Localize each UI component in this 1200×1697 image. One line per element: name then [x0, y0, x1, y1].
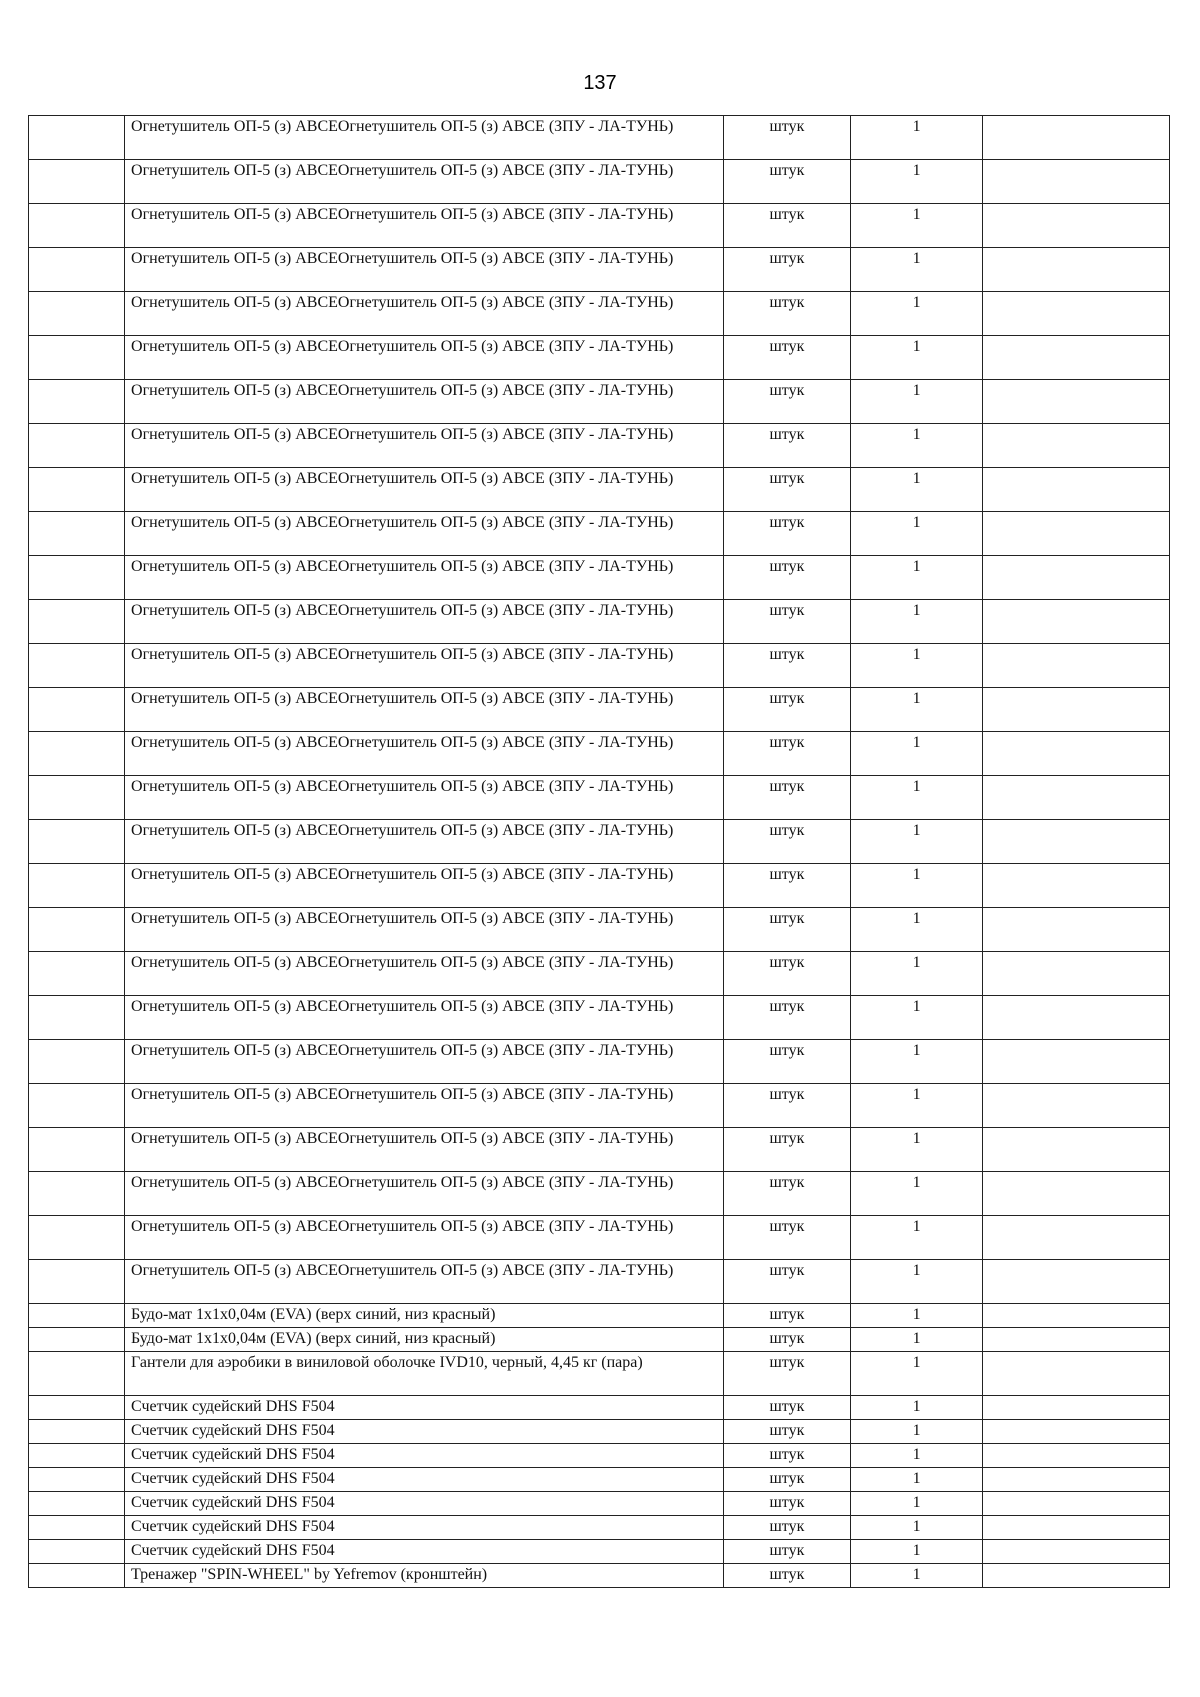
note-cell: [983, 776, 1170, 820]
note-cell: [983, 1564, 1170, 1588]
unit-cell: штук: [723, 468, 851, 512]
table-row: [29, 468, 1170, 512]
item-name-cell: Счетчик судейский DHS F504: [125, 1492, 724, 1516]
item-name-cell: Огнетушитель ОП-5 (з) АВСЕОгнетушитель ОП-5 (з) АВСЕ (ЗПУ - ЛА-ТУНЬ): [125, 160, 724, 204]
row-number-cell: [29, 380, 125, 424]
unit-cell: штук: [723, 204, 851, 248]
quantity-cell: 1: [851, 1516, 983, 1540]
note-cell: [983, 952, 1170, 996]
table-row: [29, 1328, 1170, 1352]
item-name-cell: Огнетушитель ОП-5 (з) АВСЕОгнетушитель ОП-5 (з) АВСЕ (ЗПУ - ЛА-ТУНЬ): [125, 204, 724, 248]
note-cell: [983, 1172, 1170, 1216]
quantity-cell: 1: [851, 468, 983, 512]
unit-cell: штук: [723, 1516, 851, 1540]
quantity-cell: 1: [851, 336, 983, 380]
unit-cell: штук: [723, 1040, 851, 1084]
row-number-cell: [29, 248, 125, 292]
table-row: [29, 776, 1170, 820]
quantity-cell: 1: [851, 1468, 983, 1492]
row-number-cell: [29, 556, 125, 600]
note-cell: [983, 380, 1170, 424]
note-cell: [983, 336, 1170, 380]
item-name-cell: Огнетушитель ОП-5 (з) АВСЕОгнетушитель ОП-5 (з) АВСЕ (ЗПУ - ЛА-ТУНЬ): [125, 292, 724, 336]
unit-cell: штук: [723, 732, 851, 776]
table-row: [29, 1564, 1170, 1588]
quantity-cell: 1: [851, 1172, 983, 1216]
item-name-cell: Огнетушитель ОП-5 (з) АВСЕОгнетушитель ОП-5 (з) АВСЕ (ЗПУ - ЛА-ТУНЬ): [125, 1128, 724, 1172]
unit-cell: штук: [723, 380, 851, 424]
row-number-cell: [29, 1492, 125, 1516]
item-name-cell: Огнетушитель ОП-5 (з) АВСЕОгнетушитель ОП-5 (з) АВСЕ (ЗПУ - ЛА-ТУНЬ): [125, 1084, 724, 1128]
row-number-cell: [29, 1540, 125, 1564]
quantity-cell: 1: [851, 248, 983, 292]
item-name-cell: Огнетушитель ОП-5 (з) АВСЕОгнетушитель ОП-5 (з) АВСЕ (ЗПУ - ЛА-ТУНЬ): [125, 424, 724, 468]
table-row: [29, 336, 1170, 380]
table-row: [29, 688, 1170, 732]
quantity-cell: 1: [851, 1304, 983, 1328]
unit-cell: штук: [723, 1468, 851, 1492]
item-name-cell: Огнетушитель ОП-5 (з) АВСЕОгнетушитель ОП-5 (з) АВСЕ (ЗПУ - ЛА-ТУНЬ): [125, 380, 724, 424]
row-number-cell: [29, 116, 125, 160]
quantity-cell: 1: [851, 512, 983, 556]
item-name-cell: Огнетушитель ОП-5 (з) АВСЕОгнетушитель ОП-5 (з) АВСЕ (ЗПУ - ЛА-ТУНЬ): [125, 1260, 724, 1304]
note-cell: [983, 1352, 1170, 1396]
table-row: [29, 248, 1170, 292]
table-row: [29, 1084, 1170, 1128]
quantity-cell: 1: [851, 864, 983, 908]
quantity-cell: 1: [851, 1352, 983, 1396]
row-number-cell: [29, 688, 125, 732]
item-name-cell: Огнетушитель ОП-5 (з) АВСЕОгнетушитель ОП-5 (з) АВСЕ (ЗПУ - ЛА-ТУНЬ): [125, 600, 724, 644]
table-row: [29, 952, 1170, 996]
unit-cell: штук: [723, 688, 851, 732]
note-cell: [983, 160, 1170, 204]
unit-cell: штук: [723, 1260, 851, 1304]
table-row: [29, 1492, 1170, 1516]
note-cell: [983, 1260, 1170, 1304]
item-name-cell: Огнетушитель ОП-5 (з) АВСЕОгнетушитель ОП-5 (з) АВСЕ (ЗПУ - ЛА-ТУНЬ): [125, 1172, 724, 1216]
unit-cell: штук: [723, 1352, 851, 1396]
quantity-cell: 1: [851, 1540, 983, 1564]
note-cell: [983, 556, 1170, 600]
unit-cell: штук: [723, 292, 851, 336]
table-row: [29, 1216, 1170, 1260]
note-cell: [983, 116, 1170, 160]
row-number-cell: [29, 864, 125, 908]
note-cell: [983, 424, 1170, 468]
row-number-cell: [29, 732, 125, 776]
table-row: [29, 644, 1170, 688]
table-row: [29, 732, 1170, 776]
note-cell: [983, 1328, 1170, 1352]
unit-cell: штук: [723, 776, 851, 820]
unit-cell: штук: [723, 908, 851, 952]
quantity-cell: 1: [851, 908, 983, 952]
table-row: [29, 556, 1170, 600]
note-cell: [983, 512, 1170, 556]
table-row: [29, 1352, 1170, 1396]
row-number-cell: [29, 1420, 125, 1444]
item-name-cell: Тренажер "SPIN-WHEEL" by Yefremov (кронштейн): [125, 1564, 724, 1588]
quantity-cell: 1: [851, 1128, 983, 1172]
unit-cell: штук: [723, 1128, 851, 1172]
unit-cell: штук: [723, 1564, 851, 1588]
unit-cell: штук: [723, 1304, 851, 1328]
row-number-cell: [29, 292, 125, 336]
row-number-cell: [29, 468, 125, 512]
item-name-cell: Огнетушитель ОП-5 (з) АВСЕОгнетушитель ОП-5 (з) АВСЕ (ЗПУ - ЛА-ТУНЬ): [125, 1216, 724, 1260]
item-name-cell: Счетчик судейский DHS F504: [125, 1540, 724, 1564]
unit-cell: штук: [723, 996, 851, 1040]
item-name-cell: Огнетушитель ОП-5 (з) АВСЕОгнетушитель ОП-5 (з) АВСЕ (ЗПУ - ЛА-ТУНЬ): [125, 952, 724, 996]
quantity-cell: 1: [851, 952, 983, 996]
note-cell: [983, 1128, 1170, 1172]
unit-cell: штук: [723, 556, 851, 600]
quantity-cell: 1: [851, 1040, 983, 1084]
table-row: [29, 1040, 1170, 1084]
row-number-cell: [29, 204, 125, 248]
quantity-cell: 1: [851, 1216, 983, 1260]
quantity-cell: 1: [851, 600, 983, 644]
unit-cell: штук: [723, 512, 851, 556]
table-row: [29, 292, 1170, 336]
note-cell: [983, 1468, 1170, 1492]
item-name-cell: Огнетушитель ОП-5 (з) АВСЕОгнетушитель ОП-5 (з) АВСЕ (ЗПУ - ЛА-ТУНЬ): [125, 116, 724, 160]
unit-cell: штук: [723, 1540, 851, 1564]
unit-cell: штук: [723, 1396, 851, 1420]
row-number-cell: [29, 1396, 125, 1420]
note-cell: [983, 732, 1170, 776]
item-name-cell: Счетчик судейский DHS F504: [125, 1420, 724, 1444]
table-row: [29, 996, 1170, 1040]
unit-cell: штук: [723, 600, 851, 644]
unit-cell: штук: [723, 1172, 851, 1216]
note-cell: [983, 1420, 1170, 1444]
unit-cell: штук: [723, 160, 851, 204]
unit-cell: штук: [723, 952, 851, 996]
table-row: [29, 1396, 1170, 1420]
unit-cell: штук: [723, 1084, 851, 1128]
note-cell: [983, 1444, 1170, 1468]
quantity-cell: 1: [851, 292, 983, 336]
item-name-cell: Огнетушитель ОП-5 (з) АВСЕОгнетушитель ОП-5 (з) АВСЕ (ЗПУ - ЛА-ТУНЬ): [125, 688, 724, 732]
unit-cell: штук: [723, 1444, 851, 1468]
table-row: [29, 1540, 1170, 1564]
row-number-cell: [29, 1084, 125, 1128]
quantity-cell: 1: [851, 556, 983, 600]
row-number-cell: [29, 424, 125, 468]
note-cell: [983, 1304, 1170, 1328]
table-row: [29, 1172, 1170, 1216]
page-number: 137: [583, 72, 617, 94]
item-name-cell: Огнетушитель ОП-5 (з) АВСЕОгнетушитель ОП-5 (з) АВСЕ (ЗПУ - ЛА-ТУНЬ): [125, 644, 724, 688]
unit-cell: штук: [723, 1216, 851, 1260]
table-row: [29, 512, 1170, 556]
note-cell: [983, 644, 1170, 688]
note-cell: [983, 864, 1170, 908]
row-number-cell: [29, 1260, 125, 1304]
note-cell: [983, 1516, 1170, 1540]
quantity-cell: 1: [851, 380, 983, 424]
item-name-cell: Счетчик судейский DHS F504: [125, 1444, 724, 1468]
inventory-table-body: [29, 116, 1170, 1588]
note-cell: [983, 204, 1170, 248]
item-name-cell: Огнетушитель ОП-5 (з) АВСЕОгнетушитель ОП-5 (з) АВСЕ (ЗПУ - ЛА-ТУНЬ): [125, 732, 724, 776]
table-row: [29, 1260, 1170, 1304]
row-number-cell: [29, 512, 125, 556]
row-number-cell: [29, 1564, 125, 1588]
item-name-cell: Будо-мат 1x1x0,04м (EVA) (верх синий, низ красный): [125, 1328, 724, 1352]
note-cell: [983, 688, 1170, 732]
note-cell: [983, 1216, 1170, 1260]
item-name-cell: Огнетушитель ОП-5 (з) АВСЕОгнетушитель ОП-5 (з) АВСЕ (ЗПУ - ЛА-ТУНЬ): [125, 1040, 724, 1084]
item-name-cell: Счетчик судейский DHS F504: [125, 1468, 724, 1492]
table-row: [29, 204, 1170, 248]
quantity-cell: 1: [851, 1492, 983, 1516]
quantity-cell: 1: [851, 1328, 983, 1352]
table-row: [29, 1444, 1170, 1468]
item-name-cell: Огнетушитель ОП-5 (з) АВСЕОгнетушитель ОП-5 (з) АВСЕ (ЗПУ - ЛА-ТУНЬ): [125, 776, 724, 820]
row-number-cell: [29, 1304, 125, 1328]
note-cell: [983, 1492, 1170, 1516]
row-number-cell: [29, 600, 125, 644]
item-name-cell: Огнетушитель ОП-5 (з) АВСЕОгнетушитель ОП-5 (з) АВСЕ (ЗПУ - ЛА-ТУНЬ): [125, 908, 724, 952]
quantity-cell: 1: [851, 1444, 983, 1468]
item-name-cell: Огнетушитель ОП-5 (з) АВСЕОгнетушитель ОП-5 (з) АВСЕ (ЗПУ - ЛА-ТУНЬ): [125, 820, 724, 864]
table-row: [29, 1128, 1170, 1172]
unit-cell: штук: [723, 424, 851, 468]
quantity-cell: 1: [851, 160, 983, 204]
note-cell: [983, 820, 1170, 864]
row-number-cell: [29, 1216, 125, 1260]
quantity-cell: 1: [851, 732, 983, 776]
unit-cell: штук: [723, 116, 851, 160]
note-cell: [983, 600, 1170, 644]
table-row: [29, 116, 1170, 160]
table-row: [29, 160, 1170, 204]
note-cell: [983, 468, 1170, 512]
row-number-cell: [29, 996, 125, 1040]
row-number-cell: [29, 1516, 125, 1540]
note-cell: [983, 996, 1170, 1040]
unit-cell: штук: [723, 820, 851, 864]
quantity-cell: 1: [851, 1420, 983, 1444]
quantity-cell: 1: [851, 776, 983, 820]
item-name-cell: Огнетушитель ОП-5 (з) АВСЕОгнетушитель ОП-5 (з) АВСЕ (ЗПУ - ЛА-ТУНЬ): [125, 512, 724, 556]
quantity-cell: 1: [851, 820, 983, 864]
unit-cell: штук: [723, 1420, 851, 1444]
item-name-cell: Гантели для аэробики в виниловой оболочке IVD10, черный, 4,45 кг (пара): [125, 1352, 724, 1396]
quantity-cell: 1: [851, 644, 983, 688]
note-cell: [983, 292, 1170, 336]
note-cell: [983, 1540, 1170, 1564]
note-cell: [983, 908, 1170, 952]
quantity-cell: 1: [851, 996, 983, 1040]
item-name-cell: Огнетушитель ОП-5 (з) АВСЕОгнетушитель ОП-5 (з) АВСЕ (ЗПУ - ЛА-ТУНЬ): [125, 996, 724, 1040]
row-number-cell: [29, 952, 125, 996]
quantity-cell: 1: [851, 204, 983, 248]
table-row: [29, 908, 1170, 952]
row-number-cell: [29, 908, 125, 952]
row-number-cell: [29, 1040, 125, 1084]
row-number-cell: [29, 1172, 125, 1216]
row-number-cell: [29, 1468, 125, 1492]
row-number-cell: [29, 820, 125, 864]
quantity-cell: 1: [851, 116, 983, 160]
quantity-cell: 1: [851, 1396, 983, 1420]
table-row: [29, 600, 1170, 644]
item-name-cell: Огнетушитель ОП-5 (з) АВСЕОгнетушитель ОП-5 (з) АВСЕ (ЗПУ - ЛА-ТУНЬ): [125, 864, 724, 908]
unit-cell: штук: [723, 864, 851, 908]
table-row: [29, 1420, 1170, 1444]
unit-cell: штук: [723, 1328, 851, 1352]
item-name-cell: Огнетушитель ОП-5 (з) АВСЕОгнетушитель ОП-5 (з) АВСЕ (ЗПУ - ЛА-ТУНЬ): [125, 468, 724, 512]
row-number-cell: [29, 1128, 125, 1172]
quantity-cell: 1: [851, 1564, 983, 1588]
item-name-cell: Будо-мат 1x1x0,04м (EVA) (верх синий, низ красный): [125, 1304, 724, 1328]
table-row: [29, 1468, 1170, 1492]
row-number-cell: [29, 644, 125, 688]
table-row: [29, 424, 1170, 468]
unit-cell: штук: [723, 248, 851, 292]
row-number-cell: [29, 160, 125, 204]
row-number-cell: [29, 776, 125, 820]
quantity-cell: 1: [851, 424, 983, 468]
unit-cell: штук: [723, 644, 851, 688]
inventory-table: [28, 115, 1170, 1588]
item-name-cell: Огнетушитель ОП-5 (з) АВСЕОгнетушитель ОП-5 (з) АВСЕ (ЗПУ - ЛА-ТУНЬ): [125, 336, 724, 380]
table-row: [29, 1304, 1170, 1328]
table-row: [29, 1516, 1170, 1540]
item-name-cell: Огнетушитель ОП-5 (з) АВСЕОгнетушитель ОП-5 (з) АВСЕ (ЗПУ - ЛА-ТУНЬ): [125, 556, 724, 600]
quantity-cell: 1: [851, 1084, 983, 1128]
row-number-cell: [29, 1352, 125, 1396]
unit-cell: штук: [723, 1492, 851, 1516]
note-cell: [983, 1084, 1170, 1128]
row-number-cell: [29, 336, 125, 380]
note-cell: [983, 248, 1170, 292]
note-cell: [983, 1396, 1170, 1420]
quantity-cell: 1: [851, 1260, 983, 1304]
note-cell: [983, 1040, 1170, 1084]
quantity-cell: 1: [851, 688, 983, 732]
table-row: [29, 380, 1170, 424]
unit-cell: штук: [723, 336, 851, 380]
item-name-cell: Огнетушитель ОП-5 (з) АВСЕОгнетушитель ОП-5 (з) АВСЕ (ЗПУ - ЛА-ТУНЬ): [125, 248, 724, 292]
item-name-cell: Счетчик судейский DHS F504: [125, 1396, 724, 1420]
item-name-cell: Счетчик судейский DHS F504: [125, 1516, 724, 1540]
table-row: [29, 864, 1170, 908]
row-number-cell: [29, 1328, 125, 1352]
row-number-cell: [29, 1444, 125, 1468]
table-row: [29, 820, 1170, 864]
